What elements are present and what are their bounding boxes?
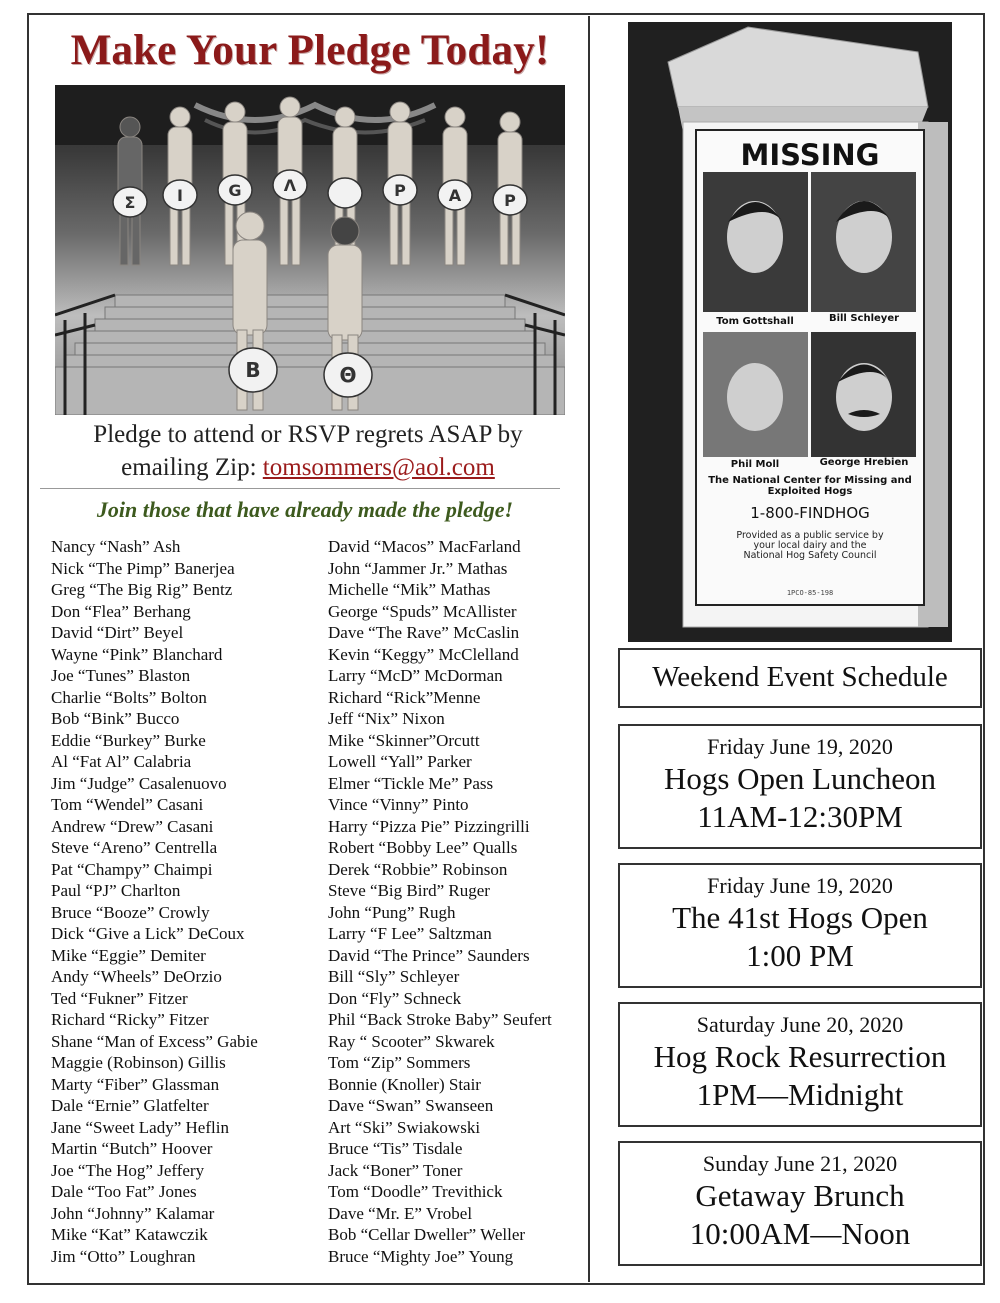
pledge-name: Jeff “Nix” Nixon <box>328 709 445 728</box>
event-name: The 41st Hogs Open <box>672 900 928 935</box>
pledge-name: David “The Prince” Saunders <box>328 945 530 965</box>
missing-person-name: George Hrebien <box>819 457 909 468</box>
pledge-name: Maggie (Robinson) Gillis <box>51 1053 226 1072</box>
pledge-name: Pat “Champy” Chaimpi <box>51 859 213 879</box>
pledge-name: David “Macos” MacFarland <box>328 537 521 556</box>
pledge-name: Steve “Big Bird” Ruger <box>328 881 490 900</box>
pledge-name: Art “Ski” Swiakowski <box>328 1117 481 1137</box>
pledge-name: Tom “Doodle” Trevithick <box>328 1182 503 1201</box>
group-photo <box>55 85 565 415</box>
pledge-name: Phil “Back Stroke Baby” Seufert <box>328 1010 552 1029</box>
event-date: Friday June 19, 2020 <box>707 734 893 759</box>
placard-letter: G <box>228 181 242 200</box>
placard-letter: A <box>448 186 462 205</box>
email-link[interactable]: tomsommers@aol.com <box>262 454 495 481</box>
pledge-name: Michelle “Mik” Mathas <box>328 580 491 599</box>
pledge-name: Mike “Eggie” Demiter <box>51 945 206 965</box>
pledge-line-2 <box>38 451 578 484</box>
missing-person-name: Phil Moll <box>730 459 780 470</box>
pledge-name: John “Pung” Rugh <box>328 902 456 922</box>
event-name: Hog Rock Resurrection <box>653 1039 947 1074</box>
placard-letter: B <box>245 358 261 382</box>
pledge-name: Joe “Tunes” Blaston <box>51 666 191 685</box>
pledge-name: Jim “Judge” Casalenuovo <box>51 773 227 793</box>
pledge-name: Bruce “Tis” Tisdale <box>328 1139 463 1158</box>
placard-letter: P <box>504 191 516 210</box>
event-name: Getaway Brunch <box>695 1178 905 1213</box>
pledge-name: Andy “Wheels” DeOrzio <box>51 967 222 986</box>
pledge-name: John “Jammer Jr.” Mathas <box>328 558 508 578</box>
pledge-name: Tom “Zip” Sommers <box>328 1053 471 1072</box>
pledge-name: Marty “Fiber” Glassman <box>51 1074 220 1094</box>
event-time: 1:00 PM <box>746 938 854 973</box>
pledge-name: Bonnie (Knoller) Stair <box>328 1074 481 1094</box>
placard-letter: P <box>394 181 406 200</box>
event-date: Sunday June 21, 2020 <box>702 1151 898 1176</box>
pledge-name: Don “Flea” Berhang <box>51 601 191 621</box>
pledge-name: Eddie “Burkey” Burke <box>51 730 206 750</box>
missing-person-name: Tom Gottshall <box>716 316 794 327</box>
schedule-title-box <box>618 648 982 708</box>
pledge-name: Jack “Boner” Toner <box>328 1160 463 1180</box>
carton-org-line-1: The National Center for Missing and <box>708 475 912 486</box>
pledge-name: Mike “Kat” Katawczik <box>51 1225 208 1244</box>
event-date: Friday June 19, 2020 <box>707 873 893 898</box>
event-box-hog-rock <box>618 1002 982 1127</box>
pledge-name: Joe “The Hog” Jeffery <box>51 1160 205 1180</box>
pledge-name: Ted “Fukner” Fitzer <box>51 988 188 1008</box>
carton-service-line-2: your local dairy and the <box>753 540 867 551</box>
placard-letter: Θ <box>339 363 357 387</box>
pledge-name: Larry “F Lee” Saltzman <box>328 924 492 943</box>
event-name: Hogs Open Luncheon <box>663 761 937 796</box>
join-heading: Join those that have already made the pledge! <box>96 497 514 522</box>
pledge-name: Charlie “Bolts” Bolton <box>51 687 207 707</box>
pledge-name: Martin “Butch” Hoover <box>51 1139 213 1158</box>
event-box-brunch <box>618 1141 982 1266</box>
milk-carton-drawing <box>628 22 952 642</box>
pledge-name: Wayne “Pink” Blanchard <box>51 644 223 664</box>
carton-phone: 1-800-FINDHOG <box>750 504 870 522</box>
pledge-name: Don “Fly” Schneck <box>328 988 462 1008</box>
pledge-name: Jim “Otto” Loughran <box>51 1246 196 1266</box>
pledge-name: Steve “Areno” Centrella <box>51 838 218 857</box>
pledge-name: Paul “PJ” Charlton <box>51 881 181 900</box>
pledge-name: Tom “Wendel” Casani <box>51 795 204 814</box>
event-time: 11AM-12:30PM <box>697 799 903 834</box>
pledge-name: Dave “Swan” Swanseen <box>328 1096 494 1115</box>
pledge-name: Greg “The Big Rig” Bentz <box>51 580 233 599</box>
pledge-name: Robert “Bobby Lee” Qualls <box>328 838 518 857</box>
pledge-name: Andrew “Drew” Casani <box>51 816 214 836</box>
placard-letter: Σ <box>124 193 136 212</box>
event-time: 1PM—Midnight <box>696 1077 904 1112</box>
pledge-name: Derek “Robbie” Robinson <box>328 859 508 879</box>
pledge-name: Bruce “Mighty Joe” Young <box>328 1246 514 1266</box>
pledge-name: Shane “Man of Excess” Gabie <box>51 1031 258 1051</box>
pledge-name: Nancy “Nash” Ash <box>51 537 181 556</box>
pledge-name: Dave “The Rave” McCaslin <box>328 623 520 642</box>
pledge-name: George “Spuds” McAllister <box>328 601 517 621</box>
placard-letter: I <box>177 186 183 205</box>
names-column-2 <box>328 536 552 1267</box>
pledge-line-1: Pledge to attend or RSVP regrets ASAP by <box>93 421 523 448</box>
pledge-name: Lowell “Yall” Parker <box>328 752 472 771</box>
pledge-name: John “Johnny” Kalamar <box>51 1203 215 1223</box>
pledge-name: Elmer “Tickle Me” Pass <box>328 773 494 793</box>
event-date: Saturday June 20, 2020 <box>696 1012 904 1037</box>
pledge-name: Jane “Sweet Lady” Heflin <box>51 1117 229 1137</box>
carton-service-line-3: National Hog Safety Council <box>743 550 877 561</box>
pledge-name: Al “Fat Al” Calabria <box>51 752 192 771</box>
pledge-name: Bruce “Booze” Crowly <box>51 902 210 922</box>
pledge-line-2-prefix: emailing Zip: <box>121 454 263 481</box>
carton-org-line-2: Exploited Hogs <box>767 486 853 497</box>
missing-person-name: Bill Schleyer <box>828 313 900 324</box>
pledge-name: Bob “Cellar Dweller” Weller <box>328 1225 526 1244</box>
pledge-name: Mike “Skinner”Orcutt <box>328 730 480 750</box>
event-box-hogs-open <box>618 863 982 988</box>
pledge-name: Dale “Too Fat” Jones <box>51 1182 197 1201</box>
pledge-name: Nick “The Pimp” Banerjea <box>51 558 235 578</box>
event-box-luncheon <box>618 724 982 849</box>
carton-code: 1PCO-85-198 <box>786 589 834 597</box>
pledge-name: Kevin “Keggy” McClelland <box>328 644 519 664</box>
pledge-name: Larry “McD” McDorman <box>328 666 503 685</box>
headline: Make Your Pledge Today! <box>70 27 550 74</box>
pledge-name: Bill “Sly” Schleyer <box>328 967 460 986</box>
placard-letter: Λ <box>283 176 297 195</box>
pledge-name: Bob “Bink” Bucco <box>51 709 180 728</box>
missing-title: MISSING <box>740 138 880 172</box>
pledge-name: Richard “Ricky” Fitzer <box>51 1010 209 1029</box>
divider <box>40 488 560 489</box>
group-photo-drawing <box>55 85 565 415</box>
pledge-instructions <box>38 418 578 484</box>
milk-carton-image <box>628 22 952 642</box>
pledge-name: Ray “ Scooter” Skwarek <box>328 1031 495 1051</box>
pledge-name: Richard “Rick”Menne <box>328 687 481 707</box>
pledge-name: Vince “Vinny” Pinto <box>328 795 469 814</box>
pledge-name: David “Dirt” Beyel <box>51 623 184 642</box>
schedule-title: Weekend Event Schedule <box>652 661 948 693</box>
pledge-name: Dave “Mr. E” Vrobel <box>328 1203 473 1223</box>
carton-service-line-1: Provided as a public service by <box>736 530 884 541</box>
event-time: 10:00AM—Noon <box>689 1216 911 1251</box>
pledge-name: Harry “Pizza Pie” Pizzingrilli <box>328 816 530 836</box>
pledge-name: Dale “Ernie” Glatfelter <box>51 1096 209 1115</box>
names-column-1 <box>51 536 258 1267</box>
pledge-name: Dick “Give a Lick” DeCoux <box>51 924 245 943</box>
